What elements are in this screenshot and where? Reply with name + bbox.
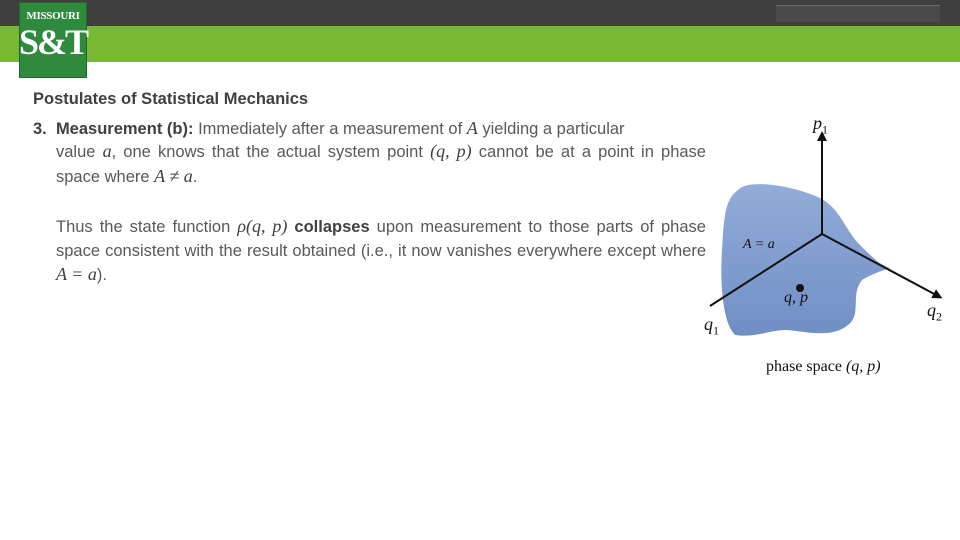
- region-label: A = a: [743, 237, 775, 252]
- item-text2-end: value: [56, 143, 96, 161]
- q2-label: $q_2$: [927, 300, 942, 324]
- math-A-eq-a: A = a: [56, 264, 97, 284]
- item-text2-start: yielding a particular: [482, 120, 625, 138]
- logo-line1: MISSOURI: [26, 10, 80, 22]
- para2-collapses: collapses: [294, 218, 370, 236]
- item-text3: , one knows that the actual system point: [111, 143, 423, 161]
- measurement-region: [721, 184, 890, 336]
- caption-math: (q, p): [845, 358, 881, 375]
- university-logo: [19, 2, 87, 78]
- item-text1: Immediately after a measurement of: [198, 120, 463, 138]
- math-qp: (q, p): [430, 141, 472, 161]
- math-a: a: [102, 141, 112, 161]
- top-bar-box: [776, 5, 940, 22]
- para2-text3: ).: [96, 266, 107, 284]
- point-label: q, p: [784, 289, 808, 306]
- diagram-caption: [766, 358, 881, 376]
- top-bar: [0, 0, 960, 26]
- item-number: 3.: [33, 120, 47, 138]
- logo-line2: S&T: [19, 22, 88, 62]
- q1-label-clip: [704, 314, 741, 344]
- item-heading: Measurement (b):: [55, 120, 194, 138]
- slide-title: Postulates of Statistical Mechanics: [33, 90, 309, 108]
- q1-label: $q_1$: [704, 314, 719, 338]
- para2-text1: Thus the state function: [56, 218, 231, 236]
- math-rho: ρ(q, p): [237, 216, 288, 236]
- phase-space-svg: [700, 100, 960, 390]
- caption-text: phase space: [766, 358, 846, 375]
- item-text4: cannot be at a point in phase space where: [56, 143, 706, 186]
- item-text5: .: [192, 167, 198, 186]
- p1-label: $p_1$: [813, 113, 828, 137]
- phase-space-diagram: [700, 100, 960, 390]
- para2-text2: upon measurement to those parts of phase space consistent with the result obtained (i.e., it now vanishes everywhere except where: [56, 218, 706, 260]
- math-A: A: [466, 118, 478, 138]
- collapse-paragraph: [56, 215, 706, 288]
- math-A-neq-a: A ≠ a: [154, 165, 193, 186]
- header-band: [0, 26, 960, 62]
- postulate-heading-line: [33, 116, 708, 141]
- postulate-body: [56, 140, 706, 189]
